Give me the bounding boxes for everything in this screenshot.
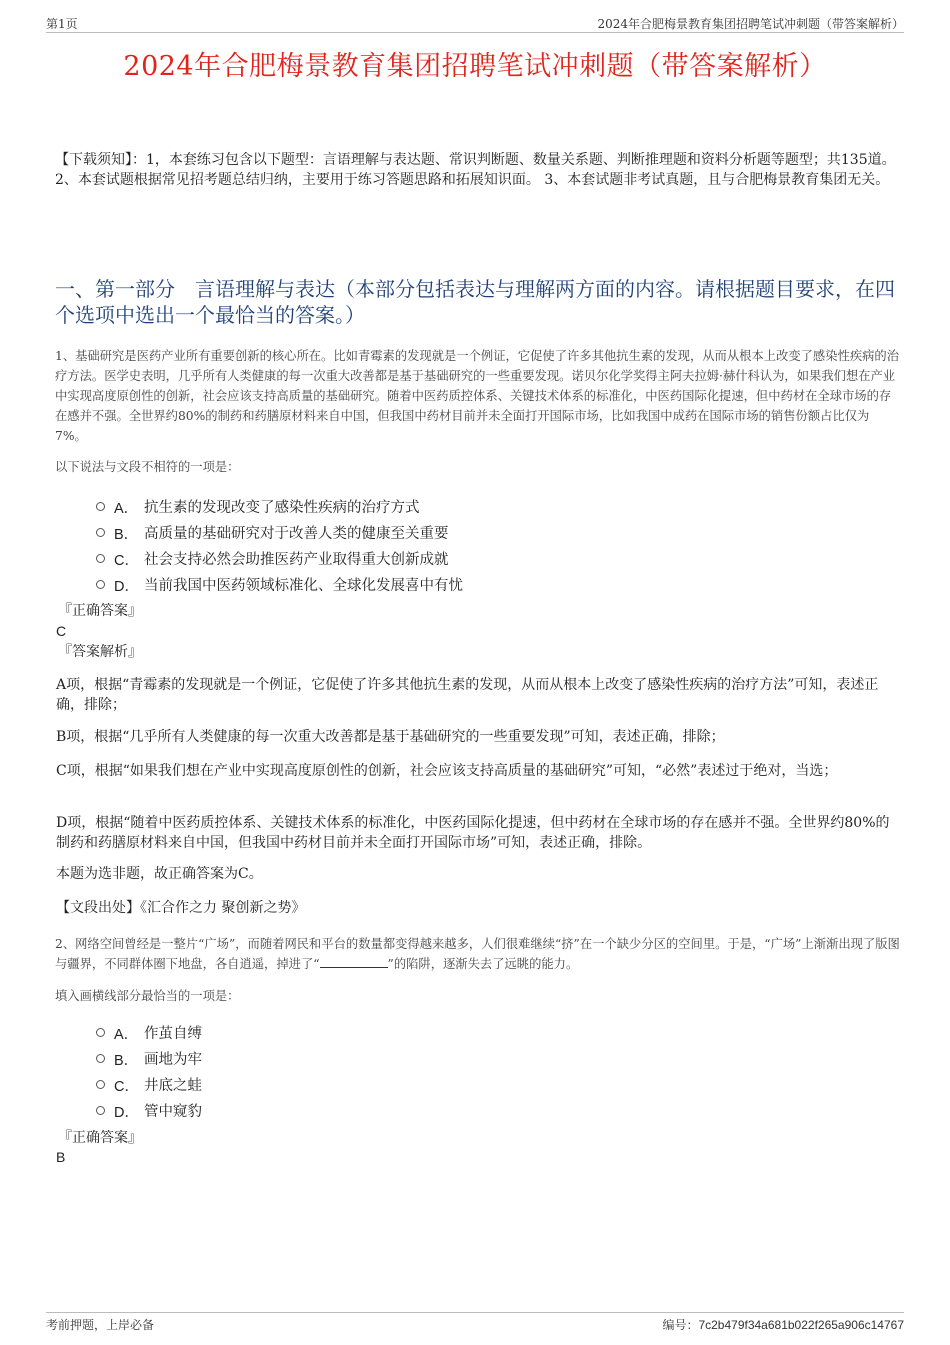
question-1-options	[96, 494, 796, 598]
radio-icon[interactable]	[96, 1054, 105, 1063]
radio-icon[interactable]	[96, 528, 105, 537]
page-title: 2024年合肥梅景教育集团招聘笔试冲刺题（带答案解析）	[123, 51, 827, 82]
radio-icon[interactable]	[96, 1080, 105, 1089]
question-1-option-b[interactable]: B． 高质量的基础研究对于改善人类的健康至关重要	[96, 520, 796, 546]
question-2-options	[96, 1020, 796, 1124]
question-1-option-a[interactable]: A． 抗生素的发现改变了感染性疾病的治疗方式	[96, 494, 796, 520]
question-2-option-b[interactable]: B． 画地为牢	[96, 1046, 796, 1072]
question-2-option-a[interactable]: A． 作茧自缚	[96, 1020, 796, 1046]
question-1-analysis-label: 『答案解析』	[58, 644, 142, 660]
page-header	[46, 14, 904, 33]
question-2-option-d[interactable]: D． 管中窥豹	[96, 1098, 796, 1124]
question-1-answer: C	[56, 623, 67, 639]
radio-icon[interactable]	[96, 502, 105, 511]
footer-code: 编号：7c2b479f34a681b022f265a906c14767	[662, 1318, 904, 1332]
analysis-a: A项，根据“青霉素的发现就是一个例证，它促使了许多其他抗生素的发现，从而从根本上改变了感染性疾病的治疗方法”可知，表述正确，排除；	[56, 677, 879, 713]
question-2-prompt: 填入画横线部分最恰当的一项是：	[55, 989, 240, 1003]
question-2-answer: B	[56, 1149, 66, 1165]
question-1-option-c[interactable]: C． 社会支持必然会助推医药产业取得重大创新成就	[96, 546, 796, 572]
download-notice: 【下载须知】：1，本套练习包含以下题型：言语理解与表达题、常识判断题、数量关系题、判断推理题和资料分析题等题型；共135道。 2、本套试题根据常见招考题总结归纳，主要用于练习答题思路和拓展知识面。 3、本套试题非考试真题，且与合肥梅景教育集团无关。	[55, 152, 896, 188]
answer-blank	[320, 955, 388, 968]
question-1-text: 1、基础研究是医药产业所有重要创新的核心所在。比如青霉素的发现就是一个例证，它促使了许多其他抗生素的发现，从而从根本上改变了感染性疾病的治疗方法。医学史表明，几乎所有人类健康的每一次重大改善都是基于基础研究的一些重要发现。诺贝尔化学奖得主阿夫拉姆·赫什科认为，如果我们想在产业中实现高度原创性的创新，社会应该支持高质量的基础研究。随着中医药质控体系、关键技术体系的标准化，中医药国际化提速，但中药材在全球市场的存在感并不强。全世界约80%的制药和药膳原材料来自中国，但我国中药材目前并未全面打开国际市场，比如我国中成药在国际市场的销售份额占比仅为7%。	[55, 349, 900, 443]
radio-icon[interactable]	[96, 554, 105, 563]
question-1-answer-label: 『正确答案』	[58, 603, 142, 619]
analysis-d: D项，根据“随着中医药质控体系、关键技术体系的标准化，中医药国际化提速，但中药材在全球市场的存在感并不强。全世界约80%的制药和药膳原材料来自中国，但我国中药材目前并未全面打开国际市场”可知，表述正确，排除。	[56, 815, 890, 851]
radio-icon[interactable]	[96, 1028, 105, 1037]
radio-icon[interactable]	[96, 1106, 105, 1115]
analysis-conclusion: 本题为选非题，故正确答案为C。	[56, 866, 263, 882]
header-doc-title: 2024年合肥梅景教育集团招聘笔试冲刺题（带答案解析）	[597, 17, 904, 31]
analysis-c: C项，根据“如果我们想在产业中实现高度原创性的创新，社会应该支持高质量的基础研究”可知，“必然”表述过于绝对，当选；	[56, 763, 838, 779]
page-number: 第1页	[46, 17, 78, 31]
section-heading: 一、第一部分 言语理解与表达（本部分包括表达与理解两方面的内容。请根据题目要求，在四个选项中选出一个最恰当的答案。）	[55, 277, 895, 327]
question-2-answer-label: 『正确答案』	[58, 1130, 142, 1146]
footer-slogan: 考前押题，上岸必备	[46, 1318, 155, 1332]
question-1-source: 【文段出处】《汇合作之力 聚创新之势》	[56, 900, 306, 916]
page-footer	[46, 1312, 904, 1333]
question-1-option-d[interactable]: D． 当前我国中医药领域标准化、全球化发展喜中有忧	[96, 572, 796, 598]
analysis-b: B项，根据“几乎所有人类健康的每一次重大改善都是基于基础研究的一些重要发现”可知，表述正确，排除；	[56, 729, 725, 745]
question-1-prompt: 以下说法与文段不相符的一项是：	[55, 460, 240, 474]
question-2-text: 2、网络空间曾经是一整片“广场”，而随着网民和平台的数量都变得越来越多，人们很难继续“挤”在一个缺少分区的空间里。于是，“广场”上渐渐出现了版图与疆界，不同群体圈下地盘，各自逍遥，掉进了“ ”的陷阱，逐渐失去了远眺的能力。	[55, 937, 900, 971]
radio-icon[interactable]	[96, 580, 105, 589]
question-2-option-c[interactable]: C． 井底之蛙	[96, 1072, 796, 1098]
